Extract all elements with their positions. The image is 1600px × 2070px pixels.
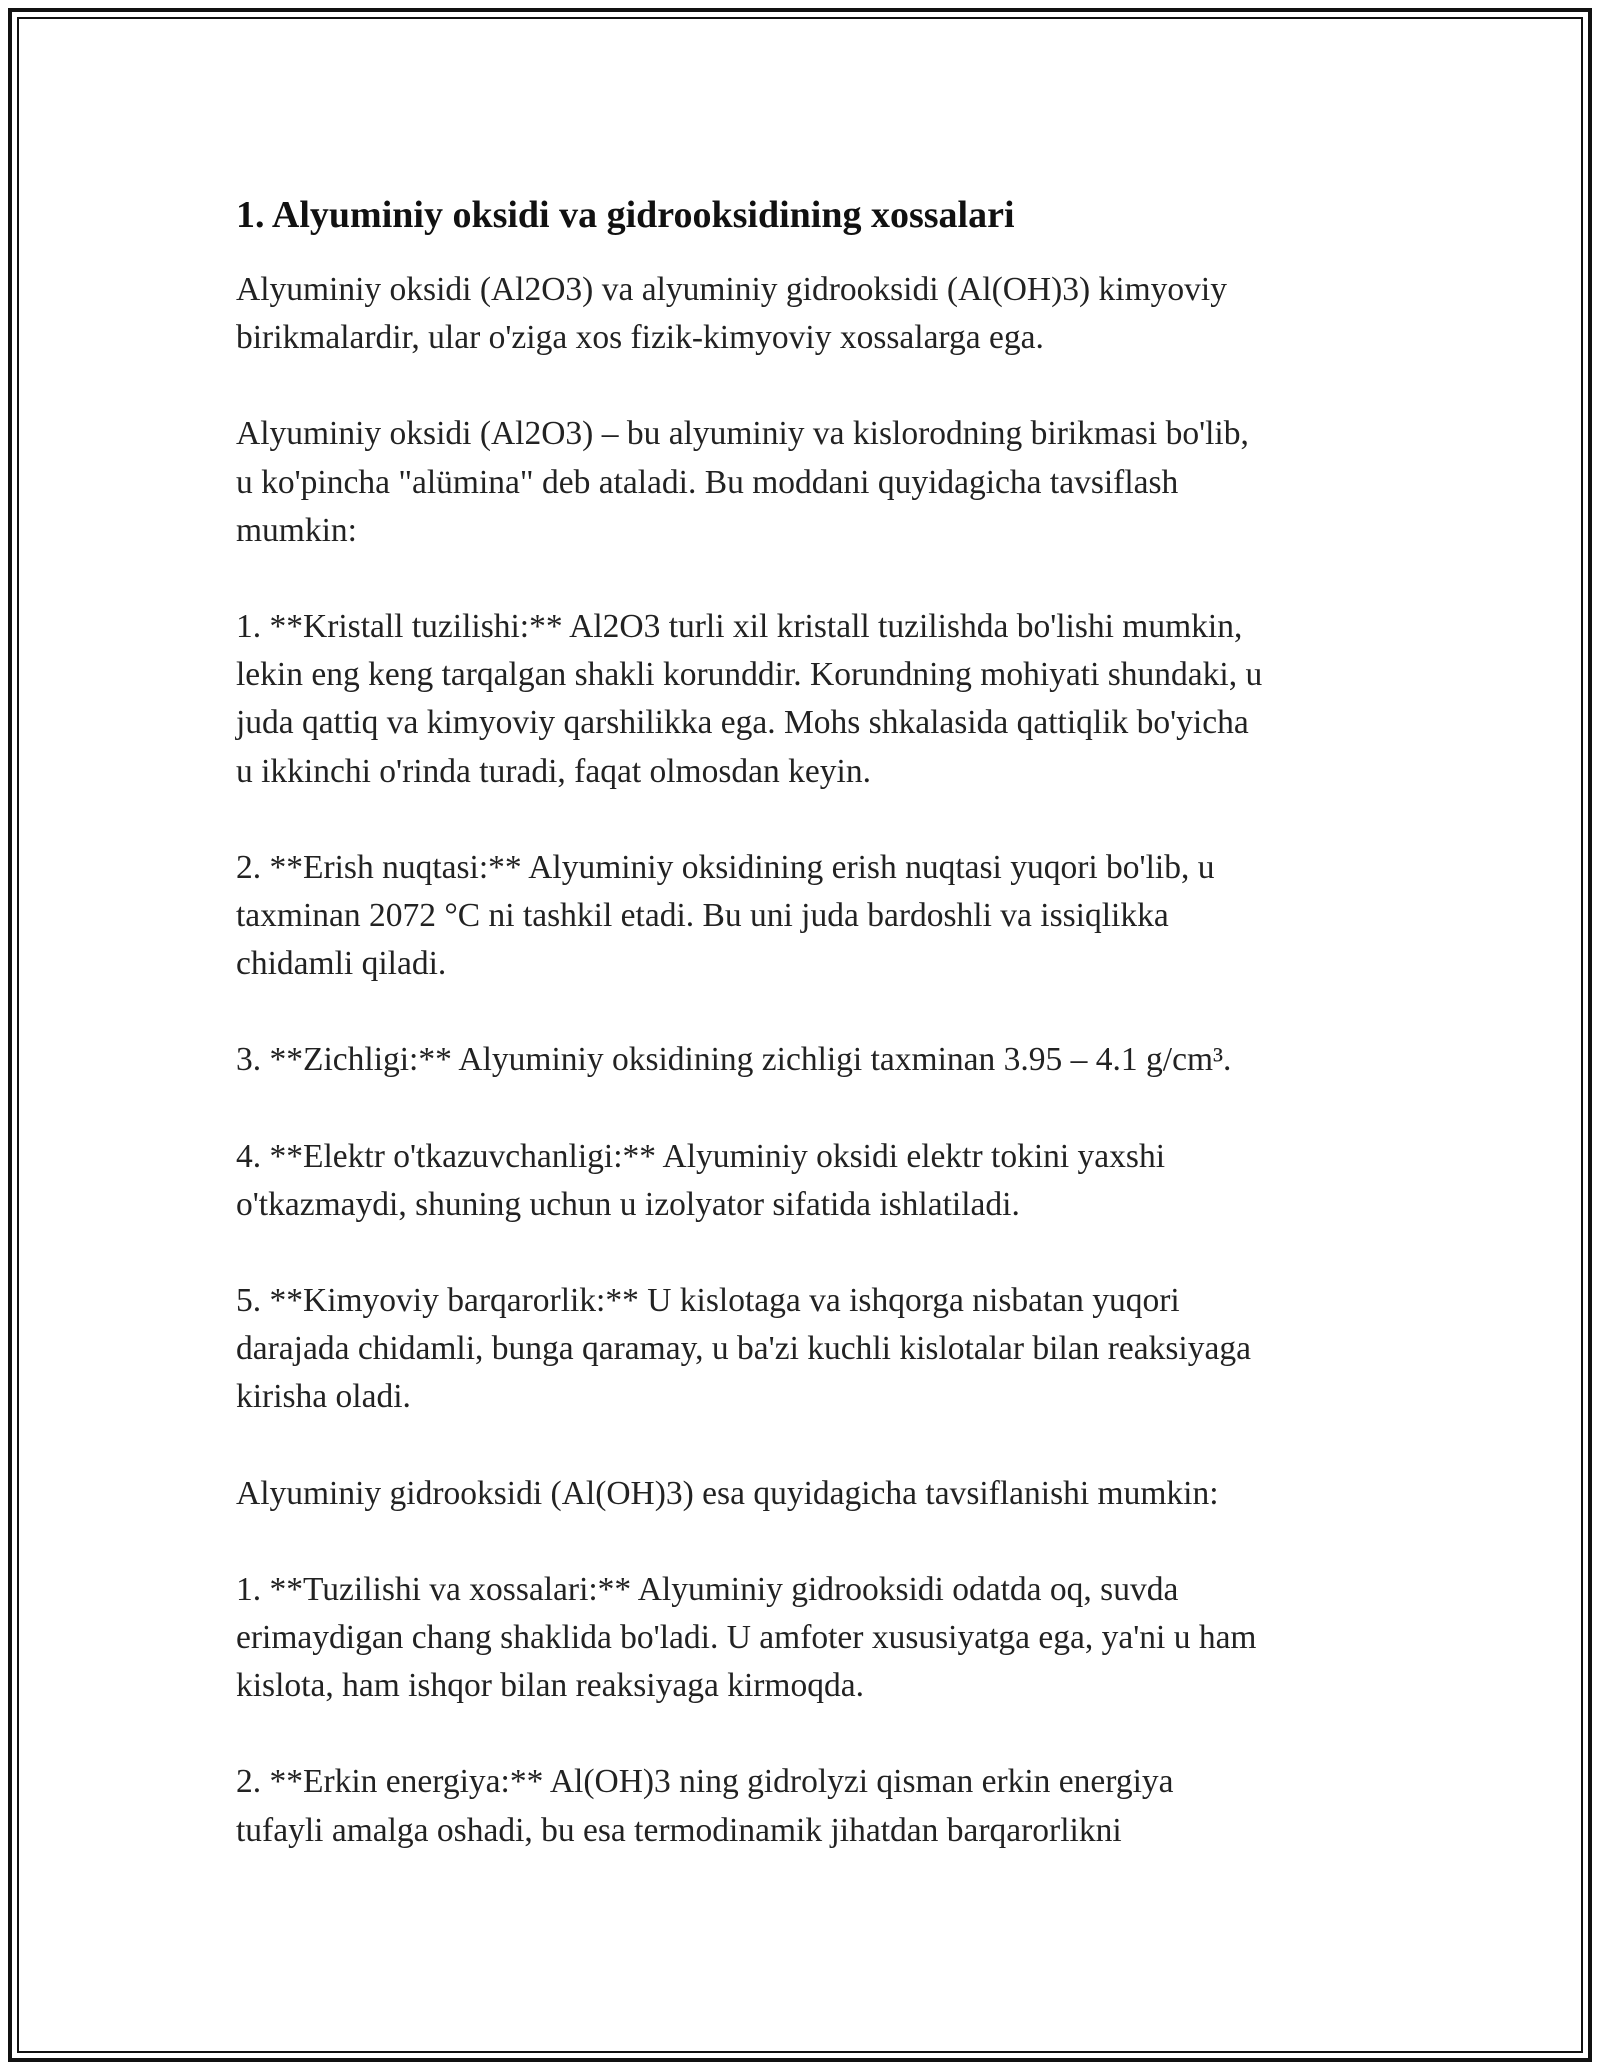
document-title: 1. Alyuminiy oksidi va gidrooksidining xossalari: [236, 194, 1015, 236]
document-body: [236, 186, 1376, 1903]
paragraph-oxide-conductivity: 4. **Elektr o'tkazuvchanligi:** Alyuminiy oksidi elektr tokini yaxshi o'tkazmaydi, shuning uchun u izolyator sifatida ishlatiladi.: [236, 1137, 1166, 1223]
paragraph-hydroxide-structure: 1. **Tuzilishi va xossalari:** Alyuminiy gidrooksidi odatda oq, suvda erimaydigan chang shaklida bo'ladi. U amfoter xususiyatga ega, ya'ni u ham kislota, ham ishqor bilan reaksiyaga kirmoqda.: [236, 1570, 1257, 1705]
paragraph-hydroxide-free-energy: 2. **Erkin energiya:** Al(OH)3 ning gidrolyzi qisman erkin energiya tufayli amalga oshadi, bu esa termodinamik jihatdan barqarorlikni: [236, 1763, 1174, 1849]
paragraph-oxide-chemical-stability: 5. **Kimyoviy barqarorlik:** U kislotaga va ishqorga nisbatan yuqori darajada chidamli, bunga qaramay, u ba'zi kuchli kislotalar bilan reaksiyaga kirisha oladi.: [236, 1282, 1251, 1416]
paragraph-oxide-description: Alyuminiy oksidi (Al2O3) – bu alyuminiy va kislorodning birikmasi bo'lib, u ko'pincha "alümina" deb ataladi. Bu moddani quyidagicha tavsiflash mumkin:: [236, 415, 1249, 549]
paragraph-hydroxide-intro: Alyuminiy gidrooksidi (Al(OH)3) esa quyidagicha tavsiflanishi mumkin:: [236, 1474, 1219, 1512]
paragraph-intro: Alyuminiy oksidi (Al2O3) va alyuminiy gidrooksidi (Al(OH)3) kimyoviy birikmalardir, ular o'ziga xos fizik-kimyoviy xossalarga ega.: [236, 271, 1227, 357]
paragraph-oxide-density: 3. **Zichligi:** Alyuminiy oksidining zichligi taxminan 3.95 – 4.1 g/cm³.: [236, 1041, 1232, 1079]
paragraph-oxide-crystal-structure: 1. **Kristall tuzilishi:** Al2O3 turli xil kristall tuzilishda bo'lishi mumkin, lekin eng keng tarqalgan shakli korunddir. Korundning mohiyati shundaki, u juda qattiq va kimyoviy qarshilikka ega. Mohs shkalasida qattiqlik bo'yicha u ikkinchi o'rinda turadi, faqat olmosdan keyin.: [236, 608, 1263, 790]
paragraph-oxide-melting-point: 2. **Erish nuqtasi:** Alyuminiy oksidining erish nuqtasi yuqori bo'lib, u taxminan 2072 °C ni tashkil etadi. Bu uni juda bardoshli va issiqlikka chidamli qiladi.: [236, 848, 1215, 983]
